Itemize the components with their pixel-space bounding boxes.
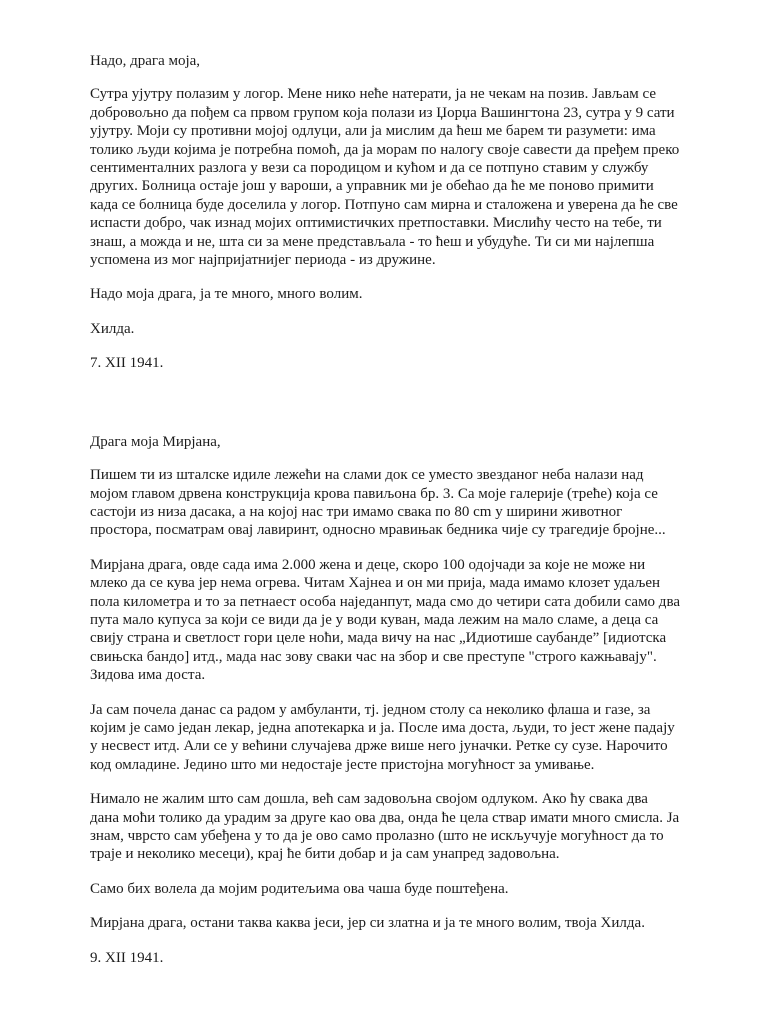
letter-date: 7. XII 1941. <box>90 355 164 372</box>
letter-greeting: Драга моја Мирјана, <box>90 433 221 450</box>
letter-paragraph: Мирјана драга, остани таква каква јеси, јер си златна и ја те много волим, твоја Хилда. <box>90 915 645 932</box>
letter-greeting: Надо, драга моја, <box>90 53 201 69</box>
letter-paragraph: Надо моја драга, ја те много, много волим. <box>90 286 363 303</box>
letter-signature: Хилда. <box>90 320 135 337</box>
document-page <box>90 0 680 983</box>
letter-paragraph: Мирјана драга, овде сада има 2.000 жена и деце, скоро 100 одојчади за које не може ни млеко да се кува јер нема огрева. Читам Хајнеа и он ми прија, мада имамо клозет удаљен пола километра и то за петнаест особа наједанпут, мада смо до четири сата добили само два пута мало купуса за који се види да је у води куван, мада лежим на мало сламе, а деца са свију страна и светлост гори целе ноћи, мада вичу на нас „Идиотише саубанде” [идиотска свињска бандо] итд., мада нас зову сваки час на збор и све преступе "строго кажњавају". Зидова има доста. <box>90 556 680 684</box>
letter-paragraph: Сутра ујутру полазим у логор. Мене нико неће натерати, ја не чекам на позив. Јављам се добровољно да пођем са првом групом која полази из Џорџа Вашингтона 23, сутра у 9 сати ујутру. Моји су противни мојој одлуци, али ја мислим да ћеш ме барем ти разумети: има толико људи којима је потребна помоћ, да ја морам по налогу своје савести да пређем преко сентименталних разлога у вези са породицом и кућом и да се потпуно ставим у службу других. Болница остаје још у вароши, а управник ми је обећао да ће ме поново примити када се болница буде доселила у логор. Потпуно сам мирна и сталожена и уверена да ће све испасти добро, чак изнад мојих оптимистичких претпоставки. Мислићу често на тебе, ти знаш, а можда и не, шта си за мене представљала - то ћеш и убудуће. Ти си ми најлепша успомена из мог најпријатнијег периода - из дружине. <box>90 86 680 269</box>
letter-to-nada <box>90 0 680 373</box>
letter-paragraph: Пишем ти из шталске идиле лежећи на слами док се уместо звезданог неба налази над мојом главом дрвена конструкција крова павиљона бр. 3. Са моје галерије (треће) која се састоји из низа дасака, а на којој нас три имамо свака по 80 cm у ширини животног простора, посматрам овај лавиринт, односно мравињак бедника чије су трагедије бројне... <box>90 467 666 539</box>
letter-paragraph: Само бих волела да мојим родитељима ова чаша буде поштеђена. <box>90 880 509 897</box>
letter-paragraph: Ја сам почела данас са радом у амбуланти, тј. једном столу са неколико флаша и газе, за којим је само један лекар, једна апотекарка и ја. После има доста, људи, то јест жене падају у несвест итд. Али се у већини случајева држе више него јуначки. Ретке су сузе. Нарочито код омладине. Једино што ми недостаје јесте пристојна могућност за умивање. <box>90 701 675 773</box>
letter-date: 9. XII 1941. <box>90 949 164 966</box>
letter-paragraph: Нимало не жалим што сам дошла, већ сам задовољна својом одлуком. Ако ћу свака два дана моћи толико да урадим за друге као ова два, онда ће цела ствар имати много смисла. Ја знам, чврсто сам убеђена у то да је ово само пролазно (што не искључује могућност да то траје и неколико месеци), крај ће бити добар и ја сам унапред задовољна. <box>90 791 680 863</box>
letter-to-mirjana <box>90 433 680 967</box>
